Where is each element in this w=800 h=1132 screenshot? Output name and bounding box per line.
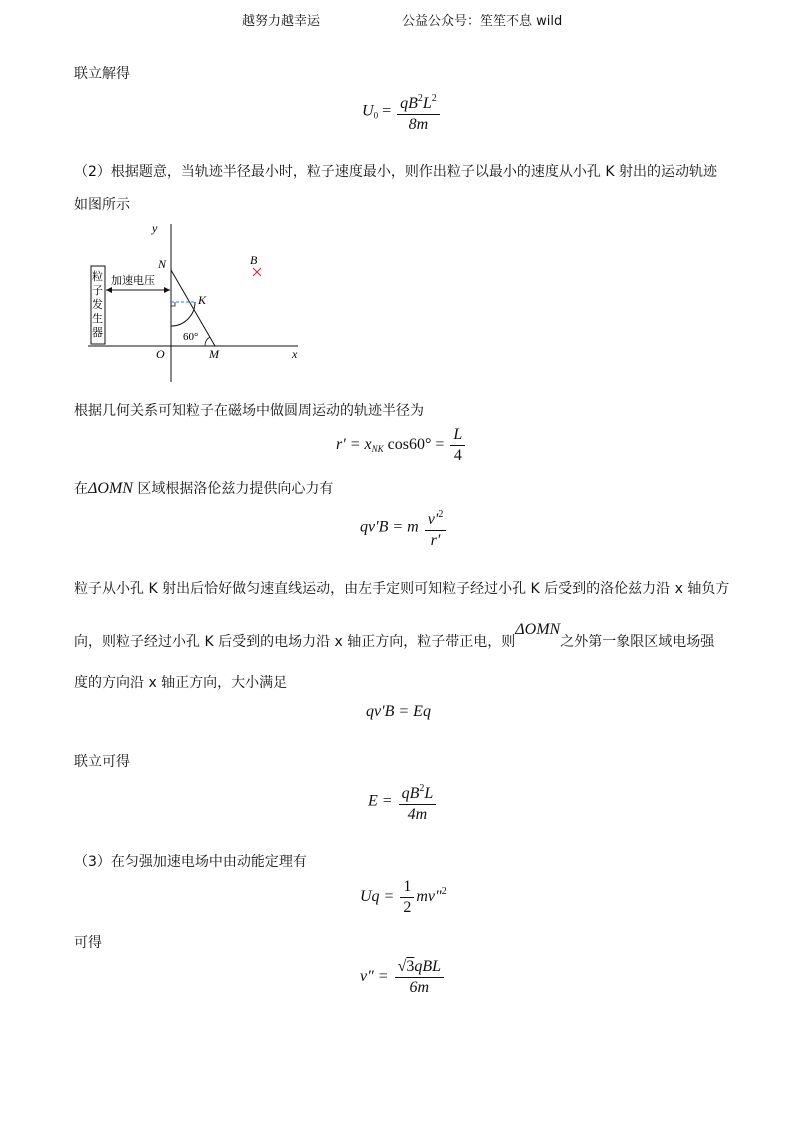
text-p1: 联立解得 (74, 66, 130, 82)
eq3-fraction (425, 506, 447, 550)
eq5-lhs: E = (368, 792, 397, 810)
label-m: M (209, 347, 219, 361)
eq5-den: 4m (407, 806, 428, 823)
text-p8: 联立可得 (74, 754, 130, 770)
eq1-num-sup2: 2 (431, 93, 437, 104)
eq7-num-rest: qBL (414, 958, 442, 975)
eq1-num-a: qB (400, 95, 418, 112)
eq3-num: v′ (427, 511, 439, 528)
text-p5: 粒子从小孔 K 射出后恰好做匀速直线运动，由左手定则可知粒子经过小孔 K 后受到的洛伦兹力沿 x 轴负方 (74, 581, 730, 597)
equation-balance: qv′B = Eq (366, 703, 431, 720)
p6-b: 之外第一象限区域电场强 (560, 634, 715, 650)
p4-pre: 在 (74, 481, 88, 497)
label-o: O (156, 347, 165, 361)
eq5-num-sup: 2 (419, 783, 425, 794)
label-x: x (292, 347, 298, 361)
eq1-sub: 0 (373, 110, 379, 121)
eq6-fraction (400, 878, 414, 917)
eq5-fraction (399, 780, 437, 824)
gen-char-2: 子 (92, 284, 103, 297)
eq7-lhs: v″ = (360, 968, 393, 986)
gen-char-5: 器 (92, 326, 103, 339)
eq1-num-sup: 2 (417, 93, 423, 104)
header-right: 公益公众号：笙笙不息 wild (402, 14, 563, 29)
label-n: N (158, 257, 167, 271)
eq2-den: 4 (453, 447, 462, 464)
gen-char-4: 生 (92, 312, 103, 325)
equation-radius (336, 426, 467, 465)
eq6-num: 1 (400, 878, 414, 898)
eq3-num-sup: 2 (438, 509, 444, 520)
eq1-fraction (397, 90, 440, 134)
text-p6 (74, 621, 715, 650)
eq6-sup: 2 (441, 886, 447, 898)
eq5-num-a: qB (401, 785, 420, 802)
eq1-den: 8m (408, 116, 429, 133)
p4-rest: 区域根据洛伦兹力提供向心力有 (132, 481, 334, 497)
p6-triangle: ΔOMN (515, 621, 561, 638)
eq1-eq: = (382, 102, 392, 120)
text-p2b: 如图所示 (74, 197, 130, 213)
eq1-num-b: L (422, 95, 432, 112)
header-left: 越努力越幸运 (242, 14, 321, 29)
eq3-den: r′ (430, 532, 441, 549)
label-k: K (198, 293, 207, 307)
text-p9: （3）在匀强加速电场中由动能定理有 (74, 854, 307, 870)
eq1-lhs: U (362, 102, 374, 120)
eq6-rest: mv″ (416, 888, 442, 906)
eq7-fraction: $\frac{\text{√3qBL}}{6m}$ (395, 958, 444, 997)
eq2-num: L (450, 426, 465, 446)
p6-a: 向，则粒子经过小孔 K 后受到的电场力沿 x 轴正方向，粒子带正电，则 (74, 634, 516, 650)
text-p4 (74, 479, 333, 499)
label-accel: 加速电压 (111, 274, 155, 287)
text-p3: 根据几何关系可知粒子在磁场中做圆周运动的轨迹半径为 (74, 403, 424, 419)
trajectory-diagram (88, 218, 328, 388)
p4-triangle: ΔOMN (88, 480, 133, 497)
equation-u0 (362, 90, 442, 134)
gen-char-3: 发 (92, 298, 103, 311)
eq2-fraction (450, 426, 465, 465)
equation-velocity (360, 958, 446, 997)
text-p10: 可得 (74, 935, 102, 951)
eq5-num-b: L (424, 785, 434, 802)
equation-lorentz (360, 506, 448, 550)
text-p2: （2）根据题意，当轨迹半径最小时，粒子速度最小，则作出粒子以最小的速度从小孔 K 射出的运动轨迹 (74, 164, 717, 180)
gen-char-1: 粒 (92, 270, 103, 283)
label-angle: 60° (183, 331, 199, 343)
equation-energy (360, 878, 447, 917)
eq3-lhs: qv′B = m (360, 518, 419, 536)
eq7-root: 3 (406, 958, 415, 975)
eq7-den: 6m (409, 979, 430, 996)
eq6-den: 2 (403, 899, 412, 916)
eq2-sub: NK (371, 444, 384, 455)
eq2-lhs: r′ = x (336, 436, 372, 454)
eq6-lhs: Uq = (360, 888, 399, 906)
equation-field (368, 780, 438, 824)
label-y: y (152, 221, 158, 235)
eq2-mid: cos60° = (383, 436, 449, 454)
label-b: B (250, 253, 258, 267)
text-p7: 度的方向沿 x 轴正方向，大小满足 (74, 675, 288, 691)
